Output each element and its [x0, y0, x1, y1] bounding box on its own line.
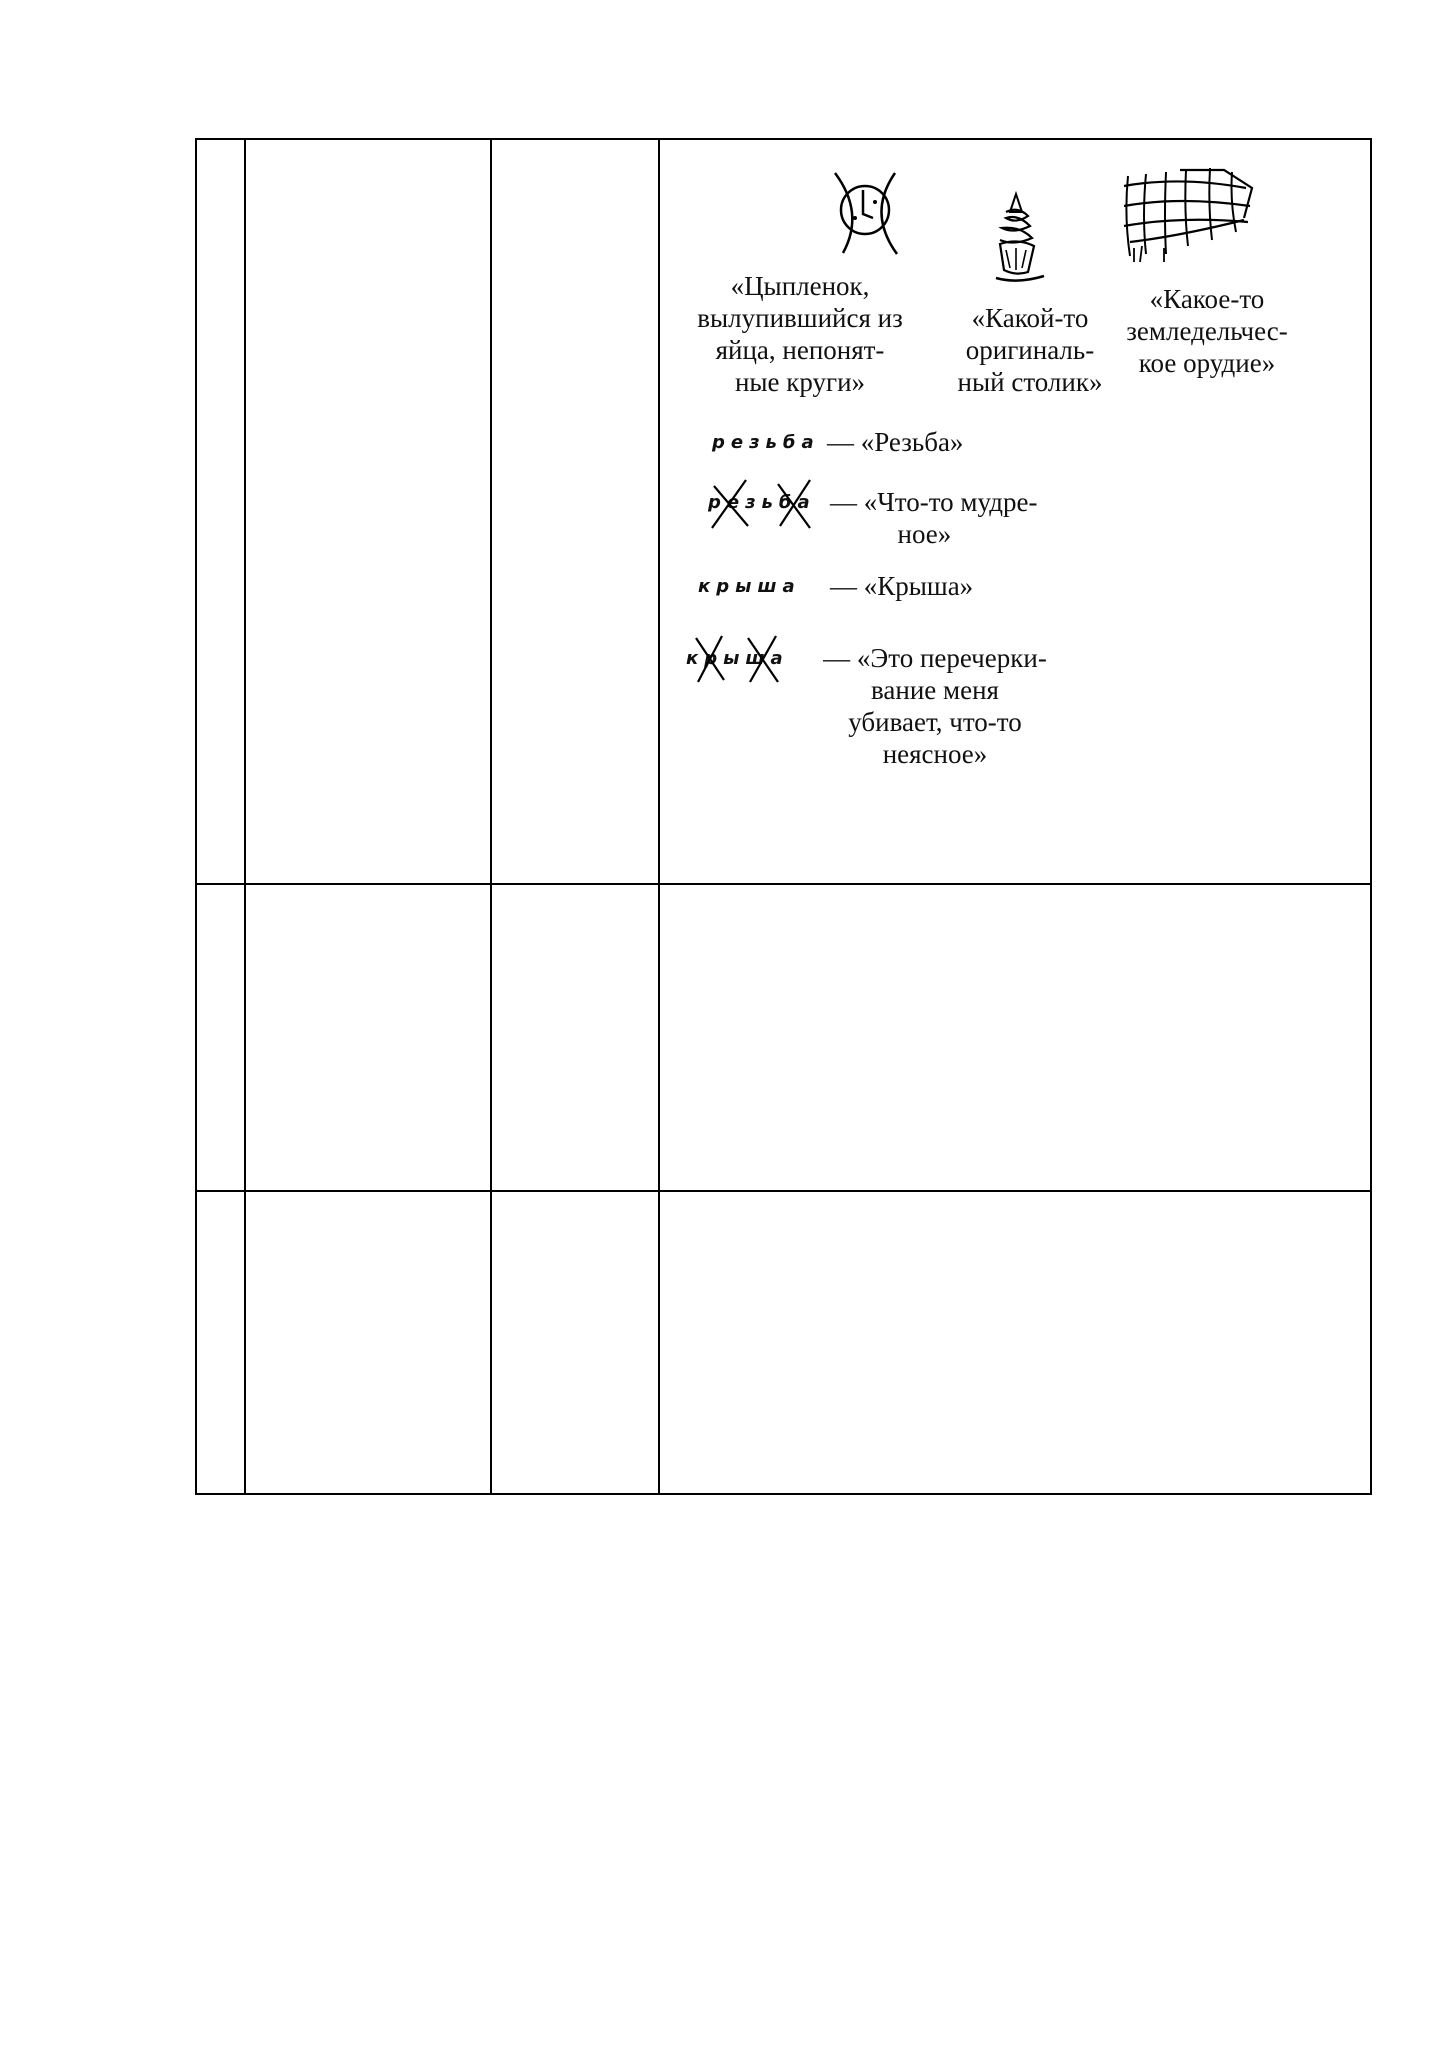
drawing-agricultural-tool — [1120, 166, 1260, 266]
row-divider — [197, 1190, 1370, 1192]
caption-drawing-3: «Какое-то земледельчес- кое орудие» — [1126, 284, 1288, 378]
drawing-chick-circles — [825, 168, 915, 258]
handwritten-word-1: резьба — [712, 432, 820, 453]
crossout-marks-1 — [706, 476, 826, 536]
response-word-2: — «Что-то мудре- ное» — [830, 487, 1038, 549]
table-cell-illustrations — [660, 140, 1372, 883]
row-divider — [197, 883, 1370, 885]
caption-drawing-2: «Какой-то оригиналь- ный столик» — [957, 303, 1103, 397]
drawing-table — [988, 192, 1048, 284]
column-divider — [244, 140, 246, 1493]
handwritten-word-4: крыша — [686, 648, 789, 669]
column-divider — [490, 140, 492, 1493]
caption-drawing-1: «Цыпленок, вылупившийся из яйца, непонят- ные круги» — [697, 271, 903, 397]
table — [195, 138, 1372, 1495]
response-word-3: — «Крыша» — [830, 571, 974, 601]
handwritten-word-3: крыша — [698, 576, 801, 597]
response-word-4: — «Это перечерки- вание меня убивает, что-то неясное» — [823, 643, 1047, 769]
handwritten-word-2: резьба — [708, 492, 816, 513]
response-word-1: — «Резьба» — [827, 427, 964, 457]
crossout-marks-2 — [688, 632, 798, 688]
